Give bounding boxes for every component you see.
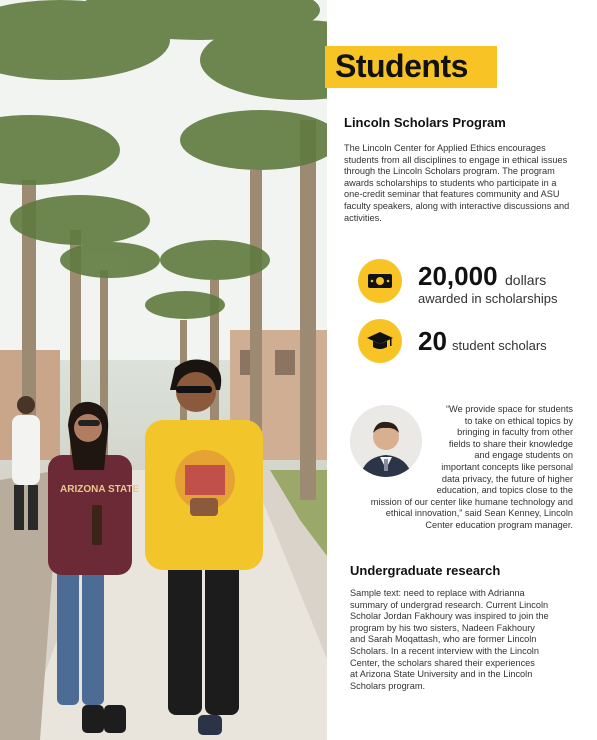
- research-lines-line: and Sarah Moqattash, who are former Lincoln: [350, 634, 537, 645]
- quote-lines-full-line: mission of our center like humane technology and: [370, 496, 573, 507]
- scholar-desc: student scholars: [452, 338, 547, 353]
- scholarship-desc: awarded in scholarships: [418, 291, 558, 306]
- scholarship-amount: 20,000: [418, 261, 498, 291]
- research-lines-line: Scholar Jordan Fakhoury was inspired to join the: [350, 611, 549, 622]
- program-heading: Lincoln Scholars Program: [344, 115, 506, 130]
- program-text: The Lincoln Center for Applied Ethics encourages students from all disciplines to engage in ethical issues through the Lincoln Scholars program. The program awards scholarships to students who participate in a one-credit seminar that features community and ASU faculty speakers, along with interactive discussions and activities.: [344, 143, 570, 223]
- research-lines-line: Scholars. In a recent interview with the Lincoln: [350, 646, 539, 656]
- quote-lines-right-line: bringing in faculty from other: [457, 427, 573, 438]
- research-lines-line: summary of undergrad research. Current Lincoln: [350, 599, 549, 610]
- quote-lines-full-line: ethical innovation,” said Sean Kenney, Lincoln: [385, 508, 573, 519]
- quote-lines-right-line: important concepts like personal: [441, 462, 573, 472]
- research-lines-line: Scholars program.: [350, 680, 426, 691]
- research-heading: Undergraduate research: [350, 563, 501, 578]
- money-icon: [358, 259, 402, 303]
- research-lines-line: Sample text: need to replace with Adrianna: [350, 588, 525, 598]
- page-title: Students: [335, 48, 468, 84]
- quote-lines-right-line: “We provide space for students: [446, 404, 573, 414]
- title-bar: [325, 46, 497, 88]
- shirt-text: ARIZONA STATE: [60, 484, 140, 495]
- research-lines-line: program by his two sisters, Nadeen Fakhoury: [350, 622, 535, 633]
- research-lines-line: at Arizona State University and in the Lincoln: [350, 669, 533, 680]
- scholar-count: 20: [418, 326, 447, 356]
- quote-lines-full-line: education, and topics close to the: [436, 485, 573, 495]
- avatar: [350, 405, 422, 477]
- quote-lines-right-line: to take on ethical topics by: [464, 415, 573, 426]
- quote-lines-right-line: and engage students on: [474, 450, 573, 461]
- research-lines-line: Center, the scholars shared their experiences: [350, 657, 535, 668]
- scholarship-unit: dollars: [505, 272, 547, 288]
- quote-lines-full-line: Center education program manager.: [425, 519, 573, 530]
- graduation-cap-icon: [358, 319, 402, 363]
- quote-lines-right-line: data privacy, the future of higher: [441, 473, 573, 484]
- quote-lines-right-line: fields to share their knowledge: [448, 438, 573, 449]
